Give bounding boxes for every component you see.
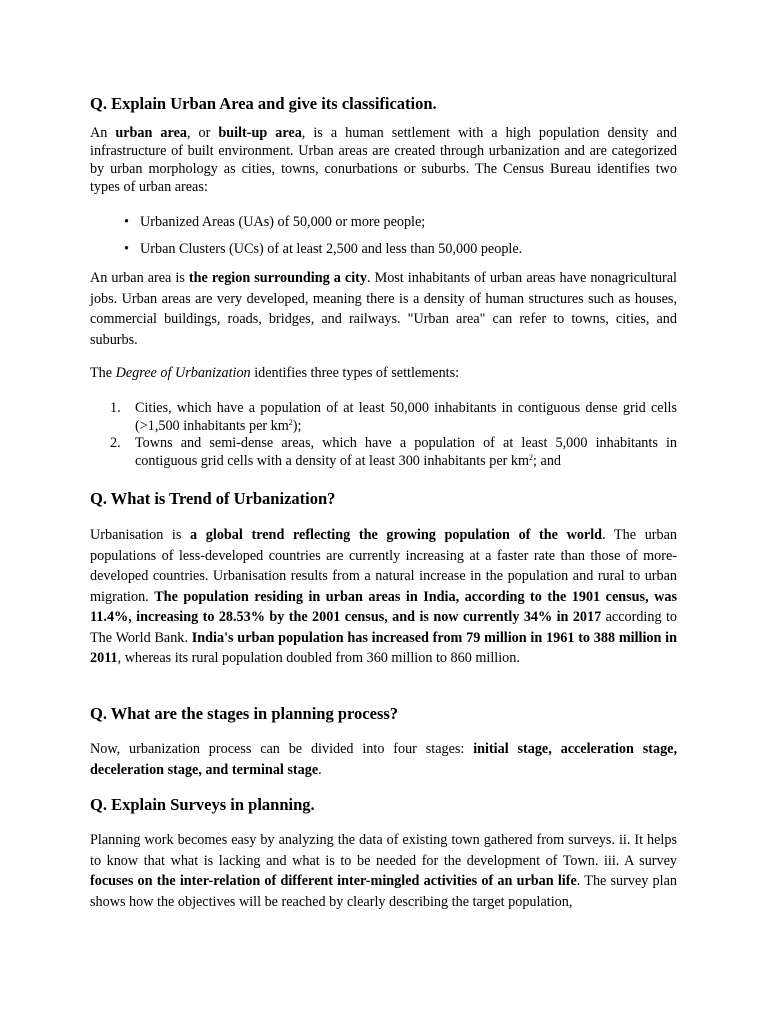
list-item: 1. Cities, which have a population of at least 50,000 inhabitants in contiguous dense grid cells (>1,500 inhabitants per $km^2$); [110, 400, 677, 434]
urban-area-types-list [124, 213, 677, 267]
paragraph-surveys-in-planning: Planning work becomes easy by analyzing the data of existing town gathered from surveys. ii. It helps to know that what is lacking and what is to be needed for the development of Town. iii. A survey focuses on the inter-relation of different inter-mingled activities of an urban life. The survey plan shows how the objectives will be reached by clearly describing the target population, [90, 832, 677, 910]
paragraph-urban-area-region: An urban area is the region surrounding a city. Most inhabitants of urban areas have nonagricultural jobs. Urban areas are very developed, meaning there is a density of human structures such as houses, commercial buildings, roads, bridges, and railways. "Urban area" can refer to towns, cities, and suburbs. [90, 270, 677, 348]
paragraph-urban-area-definition: An urban area, or built-up area, is a human settlement with a high population density and infrastructure of built environment. Urban areas are created through urbanization and are categorized by urban morphology as cities, towns, conurbations or suburbs. The Census Bureau identifies two types of urban areas: [90, 125, 678, 195]
paragraph-trend-of-urbanization: Urbanisation is a global trend reflecting the growing population of the world. The urban populations of less-developed countries are currently increasing at a faster rate than those of more-developed countries. Urbanisation results from a natural increase in the population and rural to urban migration. The population residing in urban areas in India, according to the 1901 census, was 11.4%, increasing to 28.53% by the 2001 census, and is now currently 34% in 2017 according to The World Bank. India's urban population has increased from 79 million in 1961 to 388 million in 2011, whereas its rural population doubled from 360 million to 860 million. [90, 527, 678, 666]
list-item: • Urban Clusters (UCs) of at least 2,500 and less than 50,000 people. [124, 241, 523, 257]
heading-urban-area: Q. Explain Urban Area and give its classification. [90, 94, 437, 113]
paragraph-degree-of-urbanization: The Degree of Urbanization identifies three types of settlements: [90, 365, 460, 381]
bullet-icon: • [124, 214, 129, 230]
list-item: • Urbanized Areas (UAs) of 50,000 or more people; [124, 214, 426, 230]
settlement-types-list [110, 400, 677, 470]
heading-planning-stages: Q. What are the stages in planning process? [90, 704, 399, 723]
bullet-icon: • [124, 241, 129, 257]
list-item: 2. Towns and semi-dense areas, which have a population of at least 5,000 inhabitants in contiguous grid cells with a density of at least 300 inhabitants per $km^2$; and [110, 435, 677, 469]
paragraph-planning-stages: Now, urbanization process can be divided into four stages: initial stage, acceleration stage, deceleration stage, and terminal stage. [90, 741, 678, 778]
heading-trend-of-urbanization: Q. What is Trend of Urbanization? [90, 489, 336, 508]
heading-surveys-in-planning: Q. Explain Surveys in planning. [90, 795, 315, 814]
